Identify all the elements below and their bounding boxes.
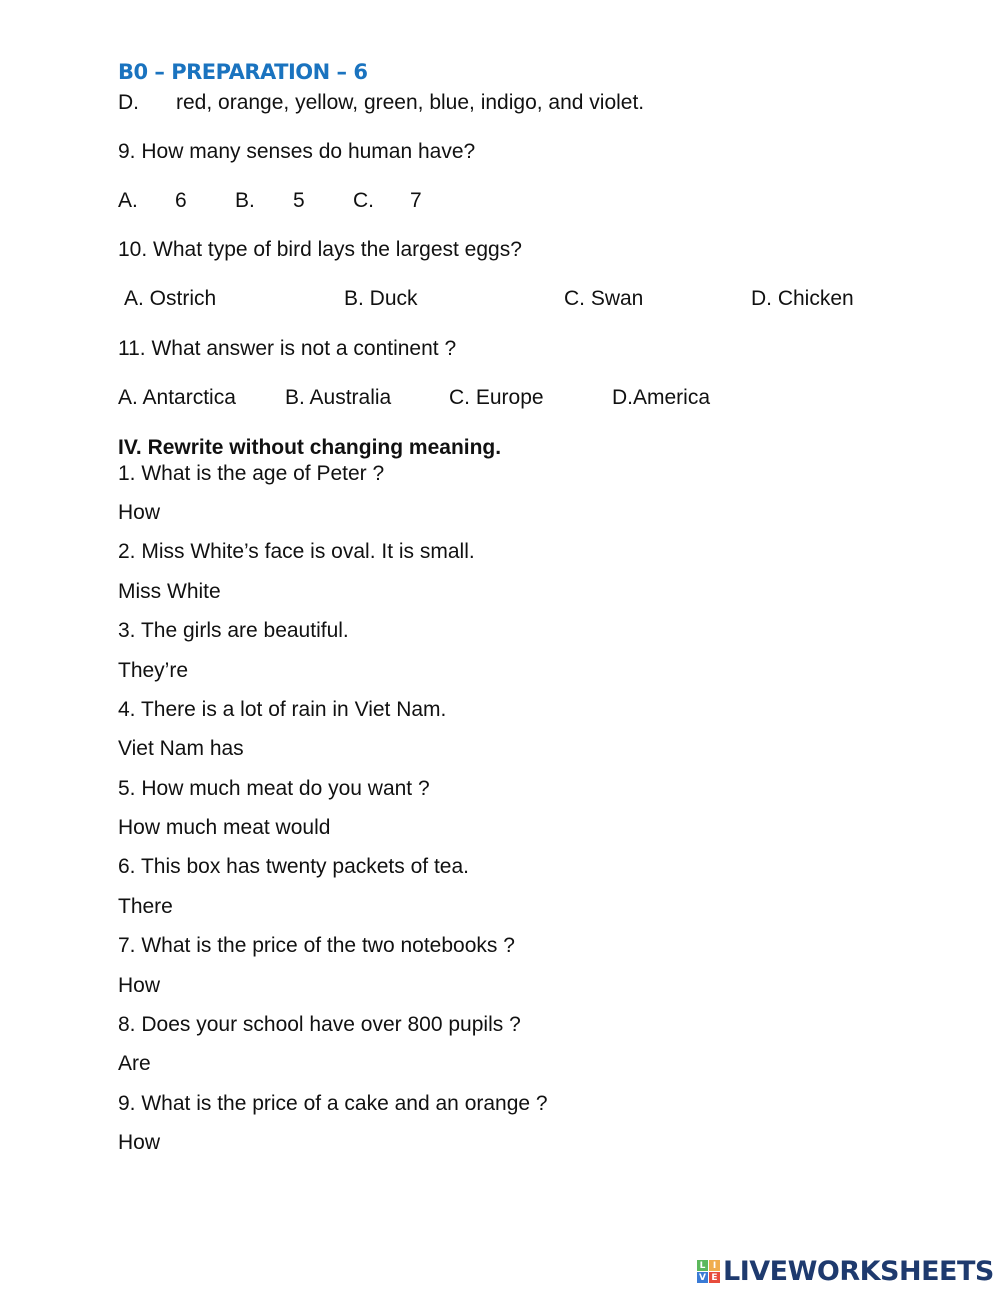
- q11-options: [118, 386, 818, 410]
- logo-letter-i: I: [709, 1260, 720, 1271]
- section-4-title: IV. Rewrite without changing meaning.: [118, 436, 502, 459]
- q11-option-a: A. Antarctica: [118, 386, 236, 409]
- rewrite-9-prompt: 9. What is the price of a cake and an orange ?: [118, 1092, 548, 1115]
- option-letter: D.: [118, 91, 139, 114]
- rewrite-9-answer-starter[interactable]: How: [118, 1131, 161, 1154]
- q10-option-c: C. Swan: [564, 287, 644, 310]
- logo-letter-e: E: [709, 1272, 720, 1283]
- rewrite-8-prompt: 8. Does your school have over 800 pupils ?: [118, 1013, 521, 1036]
- option-text: red, orange, yellow, green, blue, indigo, and violet.: [176, 91, 645, 114]
- logo-wordmark: LIVEWORKSHEETS: [723, 1256, 994, 1287]
- rewrite-5-answer-starter[interactable]: How much meat would: [118, 816, 331, 839]
- q9-option-a-letter: A.: [118, 189, 138, 212]
- q8-option-d: [118, 91, 645, 115]
- rewrite-2-prompt: 2. Miss White’s face is oval. It is small.: [118, 540, 475, 563]
- q11-option-b: B. Australia: [285, 386, 392, 409]
- q11-option-c: C. Europe: [449, 386, 544, 409]
- rewrite-6-prompt: 6. This box has twenty packets of tea.: [118, 855, 469, 878]
- rewrite-7-answer-starter[interactable]: How: [118, 974, 161, 997]
- rewrite-3-prompt: 3. The girls are beautiful.: [118, 619, 349, 642]
- q10-option-d: D. Chicken: [751, 287, 854, 310]
- rewrite-5-prompt: 5. How much meat do you want ?: [118, 777, 430, 800]
- logo-letter-v: V: [697, 1272, 708, 1283]
- live-grid-icon: [697, 1260, 720, 1283]
- q11-option-d: D.America: [612, 386, 711, 409]
- rewrite-1-answer-starter[interactable]: How: [118, 501, 161, 524]
- rewrite-3-answer-starter[interactable]: They’re: [118, 659, 189, 682]
- q9-options: [118, 189, 518, 213]
- q10-option-a: A. Ostrich: [124, 287, 217, 310]
- question-10: 10. What type of bird lays the largest eggs?: [118, 238, 522, 261]
- q10-options: [118, 287, 918, 311]
- q9-option-a-text: 6: [175, 189, 187, 212]
- rewrite-7-prompt: 7. What is the price of the two notebooks ?: [118, 934, 515, 957]
- q10-option-b: B. Duck: [344, 287, 418, 310]
- logo-letter-l: L: [697, 1260, 708, 1271]
- rewrite-4-answer-starter[interactable]: Viet Nam has: [118, 737, 244, 760]
- page-title: B0 – PREPARATION – 6: [118, 60, 368, 84]
- q9-option-b-text: 5: [293, 189, 305, 212]
- q9-option-b-letter: B.: [235, 189, 255, 212]
- rewrite-1-prompt: 1. What is the age of Peter ?: [118, 462, 385, 485]
- question-11: 11. What answer is not a continent ?: [118, 337, 457, 360]
- rewrite-6-answer-starter[interactable]: There: [118, 895, 173, 918]
- rewrite-2-answer-starter[interactable]: Miss White: [118, 580, 221, 603]
- question-9: 9. How many senses do human have?: [118, 140, 476, 163]
- liveworksheets-logo: [697, 1256, 994, 1287]
- rewrite-4-prompt: 4. There is a lot of rain in Viet Nam.: [118, 698, 447, 721]
- q9-option-c-text: 7: [410, 189, 422, 212]
- q9-option-c-letter: C.: [353, 189, 374, 212]
- rewrite-8-answer-starter[interactable]: Are: [118, 1052, 151, 1075]
